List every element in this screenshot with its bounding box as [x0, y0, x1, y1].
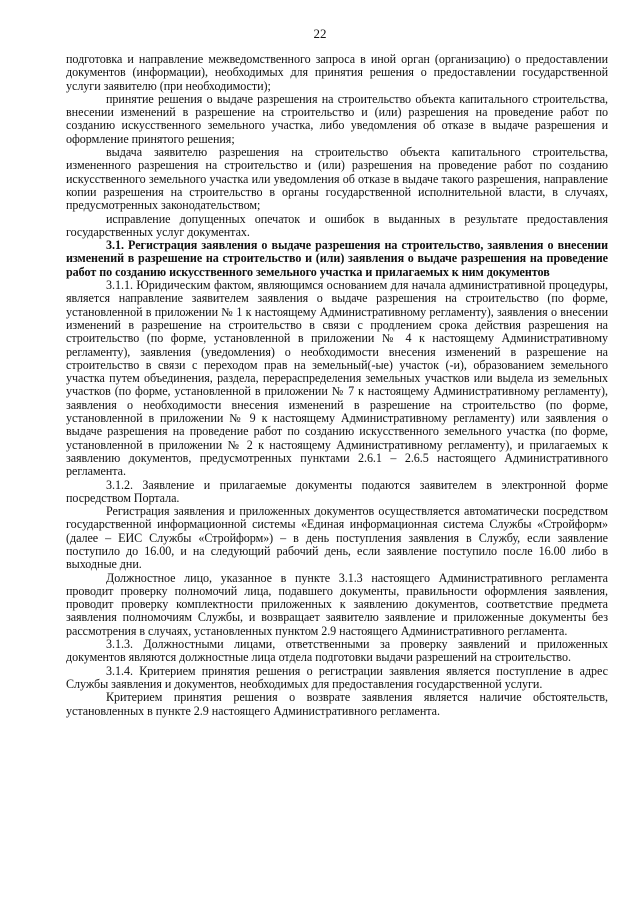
paragraph-return-criterion: Критерием принятия решения о возврате заявления является наличие обстоятельств, установленных в пункте 2.9 настоящего Административного регламента. — [66, 690, 608, 718]
paragraph-3-1-3: 3.1.3. Должностными лицами, ответственными за проверку заявлений и приложенных документов являются должностные лица отдела подготовки выдачи разрешений на строительство. — [66, 637, 608, 665]
paragraph-issue-permit: выдача заявителю разрешения на строительство объекта капитального строительства, измененного разрешения на строительство и (или) разрешения на проведение работ по созданию искусственного земельного участка или уведомления об отказе в выдаче такого разрешения, направление копии разрешения на строительство в органы государственной исполнительной власти, в случаях, предусмотренных законодательством; — [66, 145, 608, 213]
paragraph-3-1-1: 3.1.1. Юридическим фактом, являющимся основанием для начала административной процедуры, является направление заявителем заявления о выдаче разрешения на строительство (по форме, установленной в приложении № 1 к настоящему Административному регламенту), заявления о внесении изменений в разрешение на строительство в связи с продлением срока действия разрешения на строительство (по форме, установленной в приложении № 4 к настоящему Административному регламенту), заявления (уведомления) о необходимости внесения изменений в разрешение на строительство в связи с переходом прав на земельный(-ые) участок (-и), образованием земельного участка путем объединения, раздела, перераспределения земельных участков или выдела из земельных участков (по форме, установленной в приложении № 7 к настоящему Административному регламенту), заявления о необходимости внесения изменений в разрешение на строительство (по форме, установленной в приложении № 9 к настоящему Административному регламенту) или заявления о выдаче разрешения на проведение работ по созданию искусственного земельного участка (по форме, установленной в приложении № 2 к настоящему Административному регламенту), и прилагаемых к заявлению документов, предусмотренных пунктами 2.6.1 – 2.6.5 настоящего Административного регламента. — [66, 278, 608, 479]
paragraph-decision-permit: принятие решения о выдаче разрешения на строительство объекта капитального строительства, внесении изменений в разрешение на строительство и (или) разрешения на проведение работ по созданию искусственного земельного участка, либо уведомления об отказе в выдаче разрешения и оформление принятого решения; — [66, 91, 608, 146]
page-number: 22 — [313, 26, 327, 41]
paragraph-3-1-4: 3.1.4. Критерием принятия решения о регистрации заявления является поступление в адрес Службы заявления и документов, необходимых для предоставления государственной услуги. — [66, 663, 608, 691]
paragraph-interdepartmental-request: подготовка и направление межведомственного запроса в иной орган (организацию) о предоставлении документов (информации), необходимых для принятия решения о предоставлении государственной услуги заявителю (при необходимости); — [66, 52, 608, 93]
document-body — [66, 53, 608, 718]
section-heading-3-1: 3.1. Регистрация заявления о выдаче разрешения на строительство, заявления о внесении изменений в разрешение на строительство и (или) заявления о выдаче разрешения на проведение работ по созданию искусственного земельного участка и прилагаемых к ним документов — [66, 238, 608, 279]
paragraph-official-check: Должностное лицо, указанное в пункте 3.1.3 настоящего Административного регламента проводит проверку полномочий лица, подавшего документы, правильности оформления заявления, проводит проверку комплектности приложенных к заявлению документов, соответствие предмета заявления полномочиям Службы, и возвращает заявителю заявление и приложенные документы без рассмотрения в случаях, установленных пунктом 2.9 настоящего Административного регламента. — [66, 570, 608, 638]
paragraph-registration: Регистрация заявления и приложенных документов осуществляется автоматически посредством государственной информационной системы «Единая информационная система Службы «Стройформ» (далее – ЕИС Службы «Стройформ») – в день поступления заявления в Службу, если заявление поступило до 16.00, и на следующий рабочий день, если заявление поступило после 16.00 либо в выходные дни. — [66, 504, 608, 572]
paragraph-3-1-2: 3.1.2. Заявление и прилагаемые документы подаются заявителем в электронной форме посредством Портала. — [66, 477, 608, 505]
paragraph-correct-errors: исправление допущенных опечаток и ошибок в выданных в результате предоставления государственных услуг документах. — [66, 211, 608, 239]
